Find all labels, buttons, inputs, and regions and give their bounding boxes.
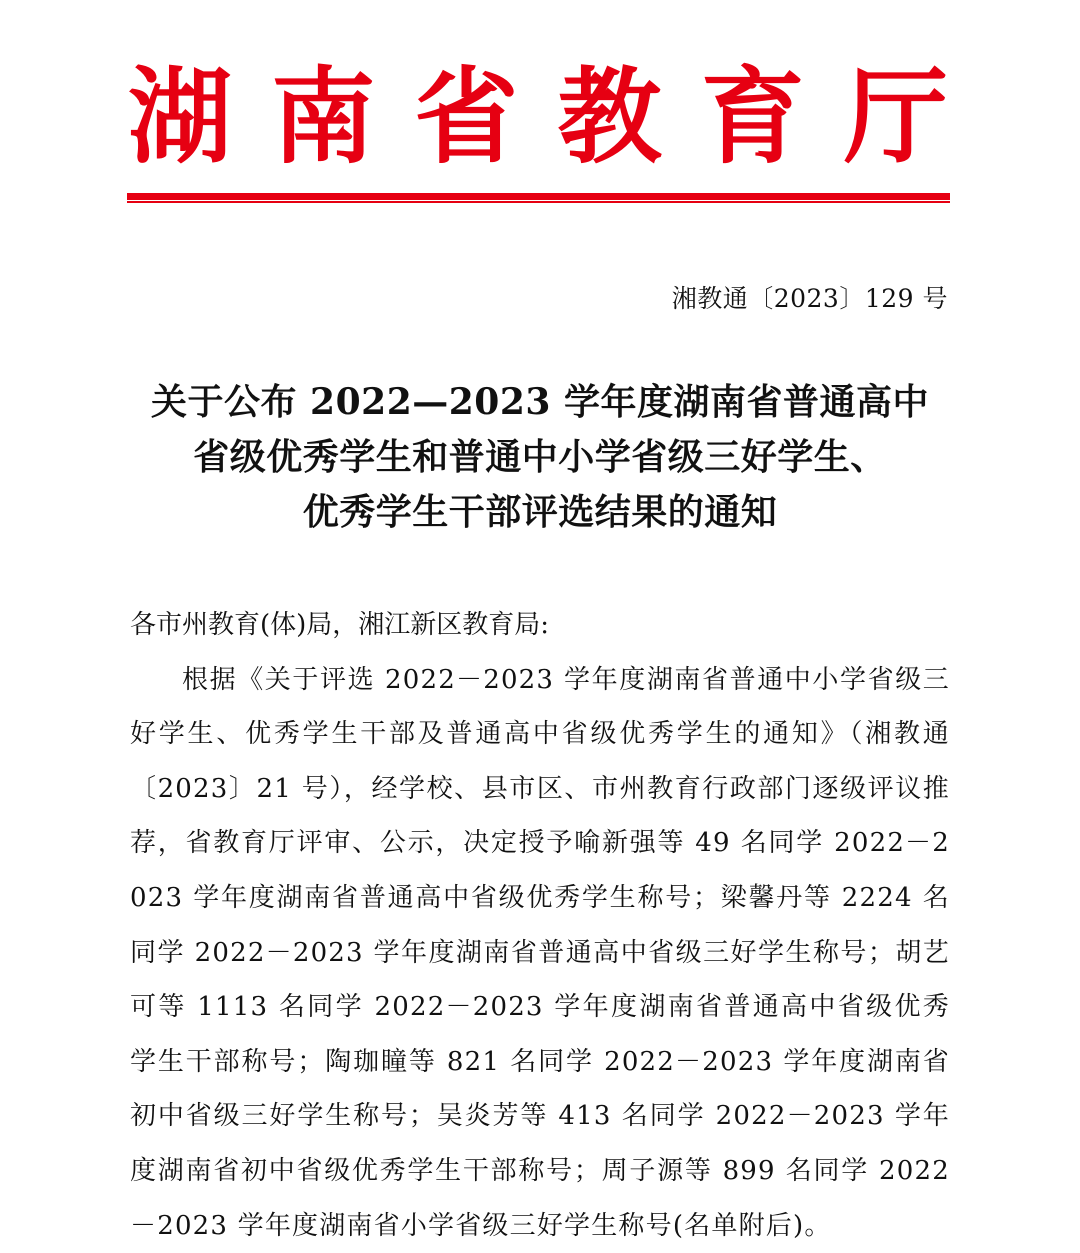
letterhead-title bbox=[128, 55, 948, 178]
title-line: 省级优秀学生和普通中小学省级三好学生、 bbox=[193, 436, 887, 478]
title-line: 优秀学生干部评选结果的通知 bbox=[302, 491, 778, 533]
letterhead-char: 育 bbox=[700, 55, 805, 178]
letterhead-red-rule bbox=[127, 193, 950, 200]
letterhead-char: 南 bbox=[271, 55, 376, 178]
body-paragraph: 根据《关于评选 2022－2023 学年度湖南省普通中小学省级三好学生、优秀学生干部及普通高中省级优秀学生的通知》（湘教通〔2023〕21 号），经学校、县市区、市州教育行政部门逐级评议推荐，省教育厅评审、公示，决定授予喻新强等 49 名同学 2022－2023 学年度湖南省普通高中省级优秀学生称号；梁馨丹等 2224 名同学 2022－2023 学年度湖南省普通高中省级三好学生称号；胡艺可等 1113 名同学 2022－2023 学年度湖南省普通高中省级优秀学生干部称号；陶珈瞳等 821 名同学 2022－2023 学年度湖南省初中省级三好学生称号；吴炎芳等 413 名同学 2022－2023 学年度湖南省初中省级优秀学生干部称号；周子源等 899 名同学 2022－2023 学年度湖南省小学省级三好学生称号(名单附后)。 bbox=[130, 664, 950, 1241]
letterhead-char: 教 bbox=[557, 55, 662, 178]
title-line: 关于公布 2022—2023 学年度湖南省普通高中 bbox=[151, 381, 929, 423]
addressee: 各市州教育(体)局，湘江新区教育局: bbox=[130, 610, 550, 640]
document-title bbox=[130, 375, 950, 540]
letterhead-char: 湖 bbox=[128, 55, 233, 178]
letterhead-char: 省 bbox=[414, 55, 519, 178]
document-body bbox=[130, 598, 950, 1253]
letterhead-char: 厅 bbox=[843, 55, 948, 178]
document-number: 湘教通〔2023〕129 号 bbox=[671, 284, 948, 313]
